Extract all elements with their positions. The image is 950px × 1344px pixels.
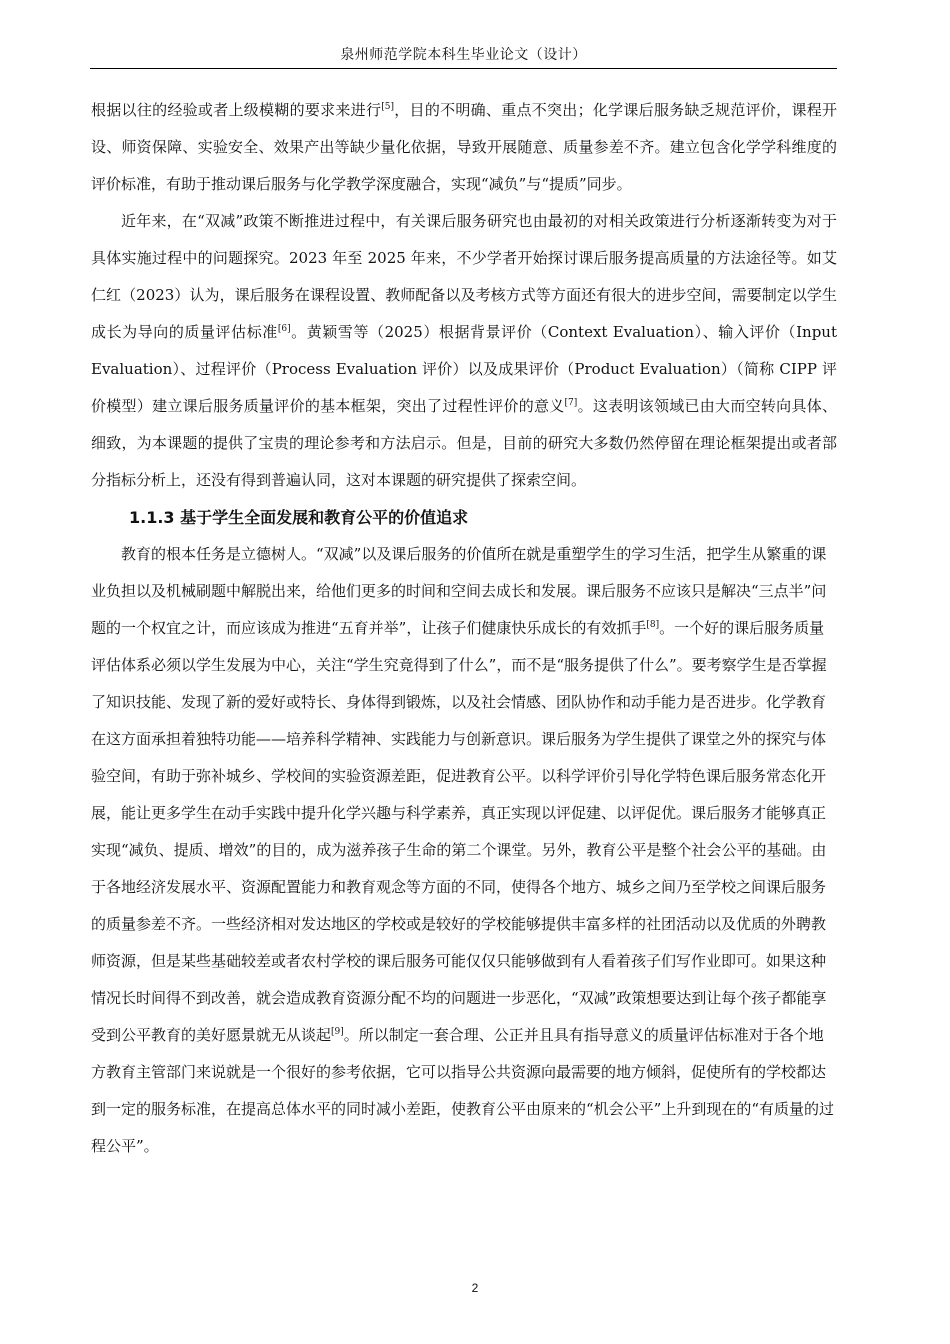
running-header: 泉州师范学院本科生毕业论文（设计） [90, 44, 837, 69]
text-run: 。所以制定一套合理、公正并且具有指导意义的质量评估标准对于各个地方教育主管部门来说就是一个很好的参考依据，它可以指导公共资源向最需要的地方倾斜，促使所有的学校都达到一定的服务标准，在提高总体水平的同时减小差距，使教育公平由原来的“机会公平”上升到现在的“有质量的过程公平”。 [91, 1026, 835, 1155]
citation-ref: [7] [564, 398, 578, 408]
paragraph-value-pursuit [91, 536, 837, 1165]
citation-ref: [9] [331, 1027, 344, 1037]
section-heading: 1.1.3 基于学生全面发展和教育公平的价值追求 [129, 508, 469, 527]
citation-ref: [5] [381, 102, 394, 112]
citation-ref: [6] [277, 324, 291, 334]
text-run: 根据以往的经验或者上级模糊的要求来进行 [91, 101, 382, 119]
citation-ref: [8] [646, 620, 660, 630]
paragraph-research-status [91, 203, 837, 499]
body-text [91, 92, 837, 1165]
text-run: 近年来，在“双减”政策不断推进过程中，有关课后服务研究也由最初的对相关政策进行分析逐渐转变为对于具体实施过程中的问题探究。2023 年至 2025 年来，不少学者开始探讨课后服务提高质量的方法途径等。如艾仁红（2023）认为，课后服务在课程设置、教师配备以及考核方式等方面还有很大的进步空间，需要制定以学生成长为导向的质量评估标准 [91, 212, 837, 341]
page-number: 2 [471, 1281, 479, 1295]
text-run: ，目的不明确、重点不突出；化学课后服务缺乏规范评价，课程开设、师资保障、实验安全、效果产出等缺少量化依据，导致开展随意、质量参差不齐。建立包含化学学科维度的评价标准，有助于推动课后服务与化学教学深度融合，实现“减负”与“提质”同步。 [91, 101, 837, 193]
text-run: 教育的根本任务是立德树人。“双减”以及课后服务的价值所在就是重塑学生的学习生活，把学生从繁重的课业负担以及机械刷题中解脱出来，给他们更多的时间和空间去成长和发展。课后服务不应该只是解决“三点半”问题的一个权宜之计，而应该成为推进“五育并举”，让孩子们健康快乐成长的有效抓手 [91, 545, 827, 637]
paragraph-continuation [91, 92, 837, 203]
text-run: 。黄颖雪等（2025）根据背景评价（Context Evaluation）、输入评价（Input Evaluation）、过程评价（Process Evaluation 评价）以及成果评价（Product Evaluation）（简称 CIPP 评价模型）建立课后服务质量评价的基本框架，突出了过程性评价的意义 [91, 323, 837, 415]
text-run: 。这表明该领域已由大而空转向具体、细致，为本课题的提供了宝贵的理论参考和方法启示。但是，目前的研究大多数仍然停留在理论框架提出或者部分指标分析上，还没有得到普遍认同，这对本课题的研究提供了探索空间。 [91, 397, 837, 489]
text-run: 。一个好的课后服务质量评估体系必须以学生发展为中心，关注“学生究竟得到了什么”，而不是“服务提供了什么”。要考察学生是否掌握了知识技能、发现了新的爱好或特长、身体得到锻炼，以及社会情感、团队协作和动手能力是否进步。化学教育在这方面承担着独特功能——培养科学精神、实践能力与创新意识。课后服务为学生提供了课堂之外的探究与体验空间，有助于弥补城乡、学校间的实验资源差距，促进教育公平。以科学评价引导化学特色课后服务常态化开展，能让更多学生在动手实践中提升化学兴趣与科学素养，真正实现以评促建、以评促优。课后服务才能够真正实现“减负、提质、增效”的目的，成为滋养孩子生命的第二个课堂。另外，教育公平是整个社会公平的基础。由于各地经济发展水平、资源配置能力和教育观念等方面的不同，使得各个地方、城乡之间乃至学校之间课后服务的质量参差不齐。一些经济相对发达地区的学校或是较好的学校能够提供丰富多样的社团活动以及优质的外聘教师资源，但是某些基础较差或者农村学校的课后服务可能仅仅只能够做到有人看着孩子们写作业即可。如果这种情况长时间得不到改善，就会造成教育资源分配不均的问题进一步恶化，“双减”政策想要达到让每个孩子都能享受到公平教育的美好愿景就无从谈起 [91, 619, 827, 1044]
